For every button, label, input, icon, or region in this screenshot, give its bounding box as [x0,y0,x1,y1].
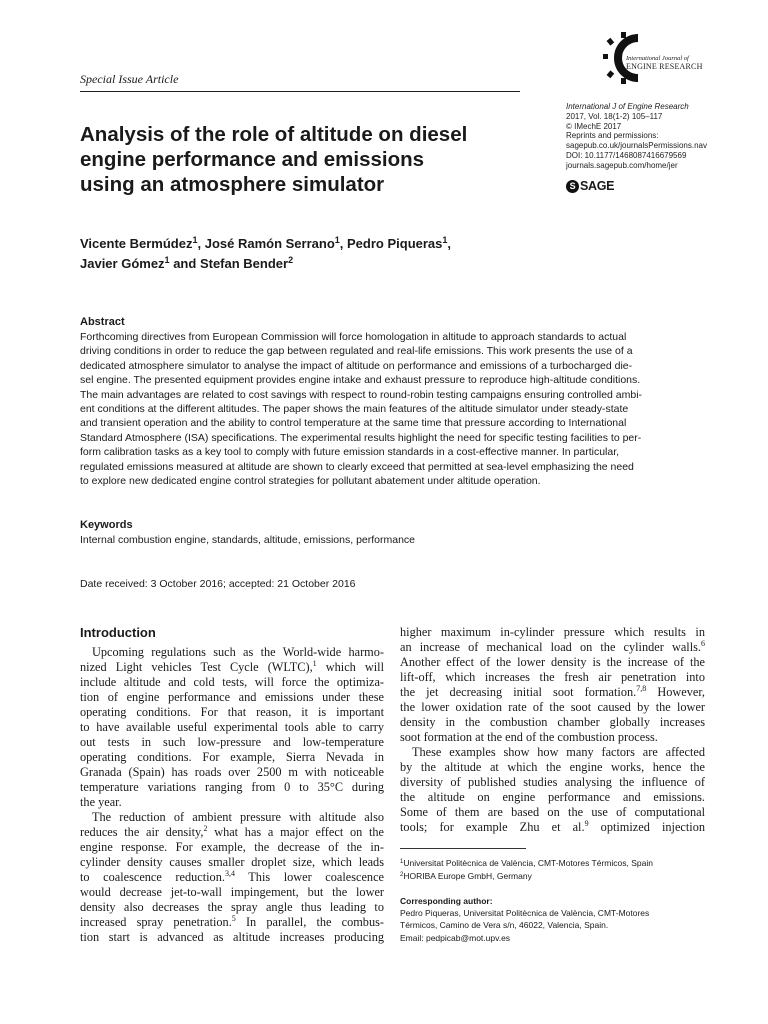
reprints-link[interactable]: sagepub.co.uk/journalsPermissions.nav [566,141,707,151]
abstract-line: The main advantages are related to cost savings with respect to round-robin testing campaigns ensuring controlled ambi- [80,388,643,401]
abstract-body [80,330,708,488]
body-line: the year. [80,795,122,809]
body-line: tion of engine performance and emissions under these [80,690,384,704]
journal-site-link[interactable]: journals.sagepub.com/home/jer [566,160,678,170]
body-line: to have available useful experimental tools able to carry [80,720,384,734]
author-line: Vicente Bermúdez$^1$, José Ramón Serrano$^1$, Pedro Piqueras$^1$, [80,235,452,251]
reprints-label: Reprints and permissions: [566,131,659,141]
abstract-line: Standard Atmosphere (ISA) specifications. The experimental results highlight the need for specific testing facilities to per- [80,431,642,444]
article-type-label: Special Issue Article [80,72,179,86]
body-line: tools; for example Zhu et al.$^9$ optimized injection [400,819,706,834]
citation[interactable]: 7,8 [636,684,647,693]
author-list [80,234,451,274]
body-line: temperature variations ranging from 0 to 35°C during [80,780,384,794]
citation[interactable]: 9 [584,819,589,828]
abstract-line: ent conditions at the different altitudes. The paper shows the main features of the altitude simulator under steady-state [80,403,629,416]
abstract-heading: Abstract [80,316,125,328]
corresponding-author-email[interactable]: Email: pedpicab@mot.upv.es [400,932,511,943]
corresponding-author-line: Térmicos, Camino de Vera s/n, 46022, Valencia, Spain. [400,920,609,931]
title-line: Analysis of the role of altitude on diesel [80,123,468,146]
body-line: would decrease jet-to-wall impingement, but the lower [80,885,384,899]
logo-text-line1: International Journal of [626,55,689,62]
copyright: © IMechE 2017 [566,121,622,131]
affiliation-marker: 1 [334,235,340,245]
doi[interactable]: DOI: 10.1177/1468087416679569 [566,150,687,160]
body-line: out tests in such low-pressure and low-temperature [80,735,384,749]
citation[interactable]: 5 [231,914,236,923]
corresponding-author-line: Pedro Piqueras, Universitat Politècnica de València, CMT-Motores [400,908,650,919]
body-column-left [80,645,384,945]
body-line: Granada (Spain) has roads over 2500 m with noticeable [80,765,384,779]
body-line: These examples show how many factors are affected [412,745,705,759]
sage-mark-icon: S [566,180,579,193]
body-line: soot formation at the end of the combustion process. [400,730,658,744]
body-line: the lower oxidation rate of the soot caused by the lower [400,700,705,714]
body-line: nized Light vehicles Test Cycle (WLTC),$^1$ which will [80,659,384,674]
body-line: by the altitude at which the engine works, hence the [400,760,705,774]
author-name: Vicente Bermúdez [80,236,193,251]
body-line: cylinder density causes smaller droplet size, which leads [80,855,384,869]
body-line: higher maximum in-cylinder pressure which results in [400,625,705,639]
body-line: diversity of published studies analysing the influence of [400,775,705,789]
affiliation-marker: 1 [442,235,448,245]
keywords-text: Internal combustion engine, standards, altitude, emissions, performance [80,534,416,546]
citation[interactable]: 1 [312,659,317,668]
body-line: Upcoming regulations such as the World-wide harmo- [92,645,384,659]
article-title [80,122,540,197]
abstract-line: and transient operation and the ability to control temperature at the same time that pressure according to International [80,417,627,430]
author-conjunction: and [173,256,197,271]
body-line: density also decreases the spray angle thus leading to [80,900,384,914]
journal-info [566,102,707,171]
body-line: engine response. For example, the decrease of the in- [80,840,384,854]
citation[interactable]: 6 [701,639,705,648]
volume-info: 2017, Vol. 18(1-2) 105–117 [566,111,663,121]
body-line: to coalescence reduction.$^{3,4}$ This lower coalescence [80,869,384,884]
author-name: José Ramón Serrano [204,236,335,251]
abstract-line: dedicated atmosphere simulator to analyse the impact of altitude on performance and emissions of a turbocharged die- [80,359,633,372]
body-line: lift-off, which increases the fresh air penetration into [400,670,705,684]
body-line: Another effect of the lower density is the increase of the [400,655,705,669]
abstract-line: form calibration tasks as a key tool to comply with future emission standards in a cost-effective manner. In particular, [80,446,620,459]
abstract-line: to explore new dedicated engine control strategies for pollutant abatement under altitude operation. [80,475,541,488]
journal-name: International J of Engine Research [566,102,689,111]
abstract-line: sel engine. The presented equipment provides engine intake and exhaust pressure to reproduce high-altitude conditions. [80,374,641,387]
sage-wordmark: SAGE [580,179,615,193]
logo-text-line2: ENGINE RESEARCH [626,62,703,71]
date-received: Date received: 3 October 2016; accepted: 21 October 2016 [80,578,356,590]
body-line: Some of them are based on the use of computational [400,805,705,819]
body-line: include altitude and cold tests, will force the optimiza- [80,675,384,689]
corresponding-author [400,895,649,944]
affiliation-footnotes [400,857,653,883]
abstract-line: driving conditions in order to reduce the gap between regulated and real-life emissions. This work presents the use of a [80,345,633,358]
footnote-divider [400,848,526,849]
author-name: Stefan Bender [199,256,289,271]
body-line: operating conditions. For that reason, it is important [80,705,384,719]
header-divider [80,91,520,92]
body-line: The reduction of ambient pressure with altitude also [92,810,384,824]
corresponding-author-heading: Corresponding author: [400,896,493,906]
body-line: reduces the air density,$^2$ what has a major effect on the [80,824,384,839]
citation[interactable]: 2 [203,824,208,833]
affiliation-marker: 2 [288,255,294,265]
affiliation-marker: 1 [192,235,198,245]
abstract-line: regulated emissions measured at altitude are shown to clearly exceed that permitted at sea-level emphasizing the need [80,460,634,473]
author-line [80,254,451,274]
abstract-line: Forthcoming directives from European Commission will force homologation in altitude to approach standards to actual [80,331,627,343]
sage-logo [566,179,614,193]
affiliation-marker: 1 [164,255,170,265]
body-column-right [400,625,705,835]
body-line: operating conditions. For example, Sierra Nevada in [80,750,384,764]
body-line: density in the combustion chamber globally increases [400,715,705,729]
title-line: engine performance and emissions [80,148,425,171]
body-line: increased spray penetration.$^5$ In parallel, the combus- [80,914,384,929]
author-name: Pedro Piqueras [347,236,443,251]
keywords-heading: Keywords [80,519,133,531]
title-line: using an atmosphere simulator [80,173,385,196]
introduction-heading: Introduction [80,625,156,640]
affiliation-footnote: $^1$Universitat Politècnica de València, CMT-Motores Térmicos, Spain [400,858,653,868]
body-line: the jet decreasing initial soot formation.$^{7,8}$ However, [400,684,706,699]
affiliation-footnote: $^2$HORIBA Europe GmbH, Germany [400,871,532,881]
body-line: the altitude on engine performance and emissions. [400,790,705,804]
body-line: tion start is advanced as altitude increases producing [80,930,384,944]
body-line: an increase of mechanical load on the cylinder walls.$^6$ [400,639,705,654]
author-name: Javier Gómez [80,256,165,271]
citation[interactable]: 3,4 [224,869,235,878]
